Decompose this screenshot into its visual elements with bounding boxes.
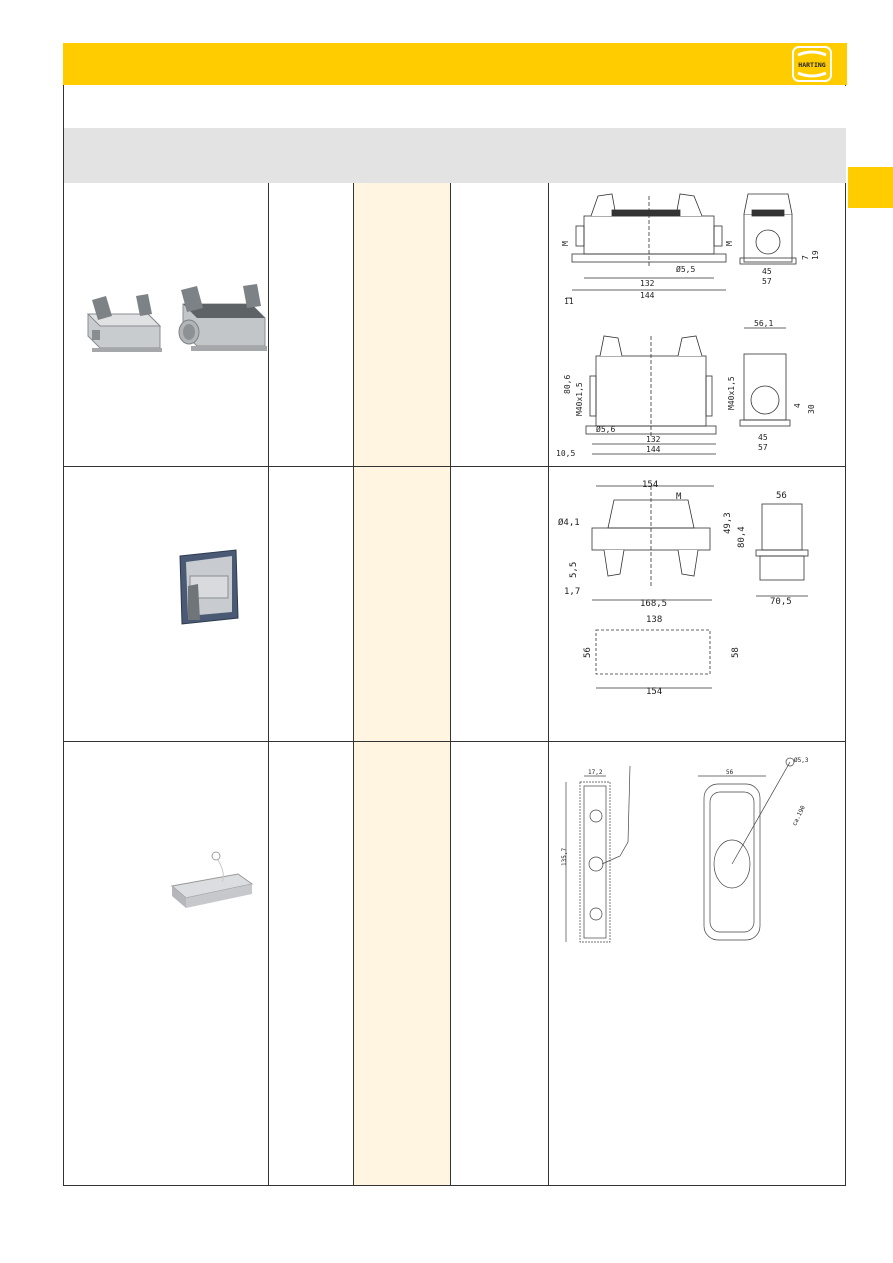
svg-text:Ø4,1: Ø4,1 <box>558 518 580 528</box>
svg-text:56: 56 <box>583 647 593 658</box>
svg-text:154: 154 <box>646 687 663 697</box>
svg-text:56,1: 56,1 <box>754 319 774 328</box>
svg-text:132: 132 <box>640 279 655 288</box>
svg-text:4: 4 <box>793 403 802 408</box>
hood-housing-photo <box>78 282 268 362</box>
svg-text:Ø5,6: Ø5,6 <box>596 425 616 434</box>
row-divider <box>64 466 846 467</box>
panel-housing-photo <box>176 546 242 628</box>
svg-text:5,5: 5,5 <box>569 561 579 578</box>
chapter-tab <box>848 167 893 208</box>
svg-text:58: 58 <box>731 647 741 658</box>
svg-text:7: 7 <box>801 255 810 260</box>
dimension-drawing-cover <box>556 756 846 952</box>
svg-text:56: 56 <box>726 769 734 776</box>
row-divider <box>64 741 846 742</box>
svg-text:132: 132 <box>646 435 661 444</box>
column-header-band <box>64 128 846 183</box>
column-divider <box>268 183 269 1185</box>
dimension-drawing-panel <box>556 478 821 698</box>
svg-text:144: 144 <box>640 291 655 300</box>
highlight-column <box>354 183 450 1185</box>
svg-text:168,5: 168,5 <box>640 599 668 609</box>
svg-text:Ø5,3: Ø5,3 <box>794 757 809 764</box>
column-divider <box>450 183 451 1185</box>
svg-text:144: 144 <box>646 445 661 454</box>
svg-text:80,6: 80,6 <box>563 374 572 394</box>
svg-text:Ø5,5: Ø5,5 <box>676 265 696 274</box>
svg-text:138: 138 <box>646 615 663 625</box>
svg-text:57: 57 <box>762 277 772 286</box>
column-divider <box>548 183 549 1185</box>
svg-text:M: M <box>676 492 682 502</box>
svg-text:M: M <box>725 241 734 246</box>
svg-text:10,5: 10,5 <box>556 449 576 458</box>
subtitle-area <box>64 86 846 128</box>
svg-text:17,2: 17,2 <box>588 769 603 776</box>
svg-text:30: 30 <box>807 404 816 414</box>
svg-text:1,7: 1,7 <box>564 587 581 597</box>
svg-text:11: 11 <box>564 297 574 306</box>
header-bar <box>63 43 847 85</box>
svg-text:135,7: 135,7 <box>561 847 568 866</box>
svg-text:M: M <box>561 241 570 246</box>
svg-text:49,3: 49,3 <box>723 512 733 534</box>
svg-text:ca.190: ca.190 <box>791 804 807 828</box>
svg-text:57: 57 <box>758 443 768 452</box>
dimension-drawing-hood <box>556 186 821 462</box>
svg-text:M40x1,5: M40x1,5 <box>575 382 584 416</box>
harting-logo <box>792 46 832 82</box>
svg-text:80,4: 80,4 <box>737 526 747 548</box>
svg-text:M40x1,5: M40x1,5 <box>727 376 736 410</box>
svg-text:HARTING: HARTING <box>798 61 826 69</box>
protective-cover-photo <box>166 846 256 914</box>
svg-text:45: 45 <box>762 267 772 276</box>
svg-text:70,5: 70,5 <box>770 597 792 607</box>
svg-text:45: 45 <box>758 433 768 442</box>
svg-text:154: 154 <box>642 480 659 490</box>
svg-text:19: 19 <box>811 250 820 260</box>
column-divider <box>353 183 354 1185</box>
svg-text:56: 56 <box>776 491 787 501</box>
